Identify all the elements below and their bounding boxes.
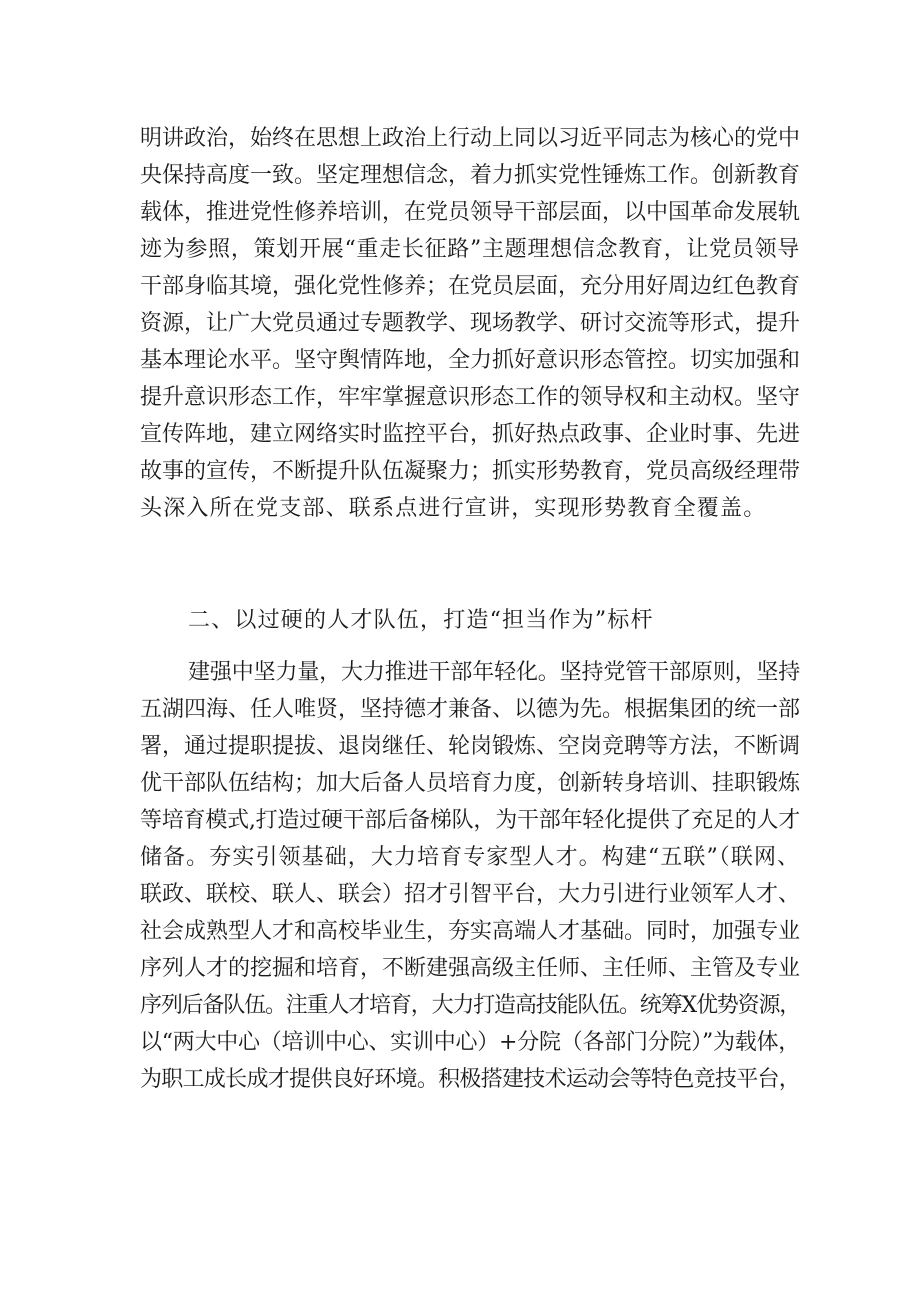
paragraph-line: 迹为参照，策划开展“重走长征路”主题理想信念教育，让党员领导	[140, 237, 800, 262]
paragraph-line: 等培育模式,打造过硬干部后备梯队，为干部年轻化提供了充足的人才	[140, 808, 800, 833]
paragraph-line: 干部身临其境，强化党性修养；在党员层面，充分用好周边红色教育	[140, 274, 800, 299]
paragraph-line: 联政、联校、联人、联会）招才引智平台，大力引进行业领军人才、	[140, 882, 800, 907]
paragraph-line: 序列后备队伍。注重人才培育，大力打造高技能队伍。统筹X优势资源，	[140, 993, 800, 1018]
paragraph-line: 署，通过提职提拔、退岗继任、轮岗锻炼、空岗竞聘等方法，不断调	[140, 734, 800, 759]
paragraph-line: 载体，推进党性修养培训，在党员领导干部层面，以中国革命发展轨	[140, 200, 800, 225]
paragraph-line: 序列人才的挖掘和培育，不断建强高级主任师、主任师、主管及专业	[140, 956, 800, 981]
paragraph-line: 储备。夯实引领基础，大力培育专家型人才。构建“五联”（联网、	[140, 845, 800, 870]
section-heading-block	[140, 602, 800, 639]
paragraph-line: 五湖四海、任人唯贤，坚持德才兼备、以德为先。根据集团的统一部	[140, 697, 800, 722]
paragraph-talent-team	[140, 654, 800, 1098]
paragraph-line: 为职工成长成才提供良好环境。积极搭建技术运动会等特色竞技平台，	[140, 1067, 800, 1092]
paragraph-line: 资源，让广大党员通过专题教学、现场教学、研讨交流等形式，提升	[140, 311, 800, 336]
paragraph-line: 以“两大中心（培训中心、实训中心）+分院（各部门分院）”为载体，	[140, 1030, 800, 1055]
paragraph-line: 央保持高度一致。坚定理想信念，着力抓实党性锤炼工作。创新教育	[140, 163, 800, 188]
paragraph-line: 基本理论水平。坚守舆情阵地，全力抓好意识形态管控。切实加强和	[140, 348, 800, 373]
paragraph-line: 宣传阵地，建立网络实时监控平台，抓好热点政事、企业时事、先进	[140, 422, 800, 447]
paragraph-political-work	[140, 120, 800, 527]
paragraph-line-last: 头深入所在党支部、联系点进行宣讲，实现形势教育全覆盖。	[140, 496, 767, 521]
paragraph-line: 明讲政治，始终在思想上政治上行动上同以习近平同志为核心的党中	[140, 126, 800, 151]
section-heading: 二、以过硬的人才队伍，打造“担当作为”标杆	[188, 608, 654, 633]
paragraph-line-first: 建强中坚力量，大力推进干部年轻化。坚持党管干部原则，坚持	[188, 660, 800, 685]
paragraph-line: 社会成熟型人才和高校毕业生，夯实高端人才基础。同时，加强专业	[140, 919, 800, 944]
paragraph-line: 故事的宣传，不断提升队伍凝聚力；抓实形势教育，党员高级经理带	[140, 459, 800, 484]
paragraph-line: 优干部队伍结构；加大后备人员培育力度，创新转身培训、挂职锻炼	[140, 771, 800, 796]
paragraph-line: 提升意识形态工作，牢牢掌握意识形态工作的领导权和主动权。坚守	[140, 385, 800, 410]
